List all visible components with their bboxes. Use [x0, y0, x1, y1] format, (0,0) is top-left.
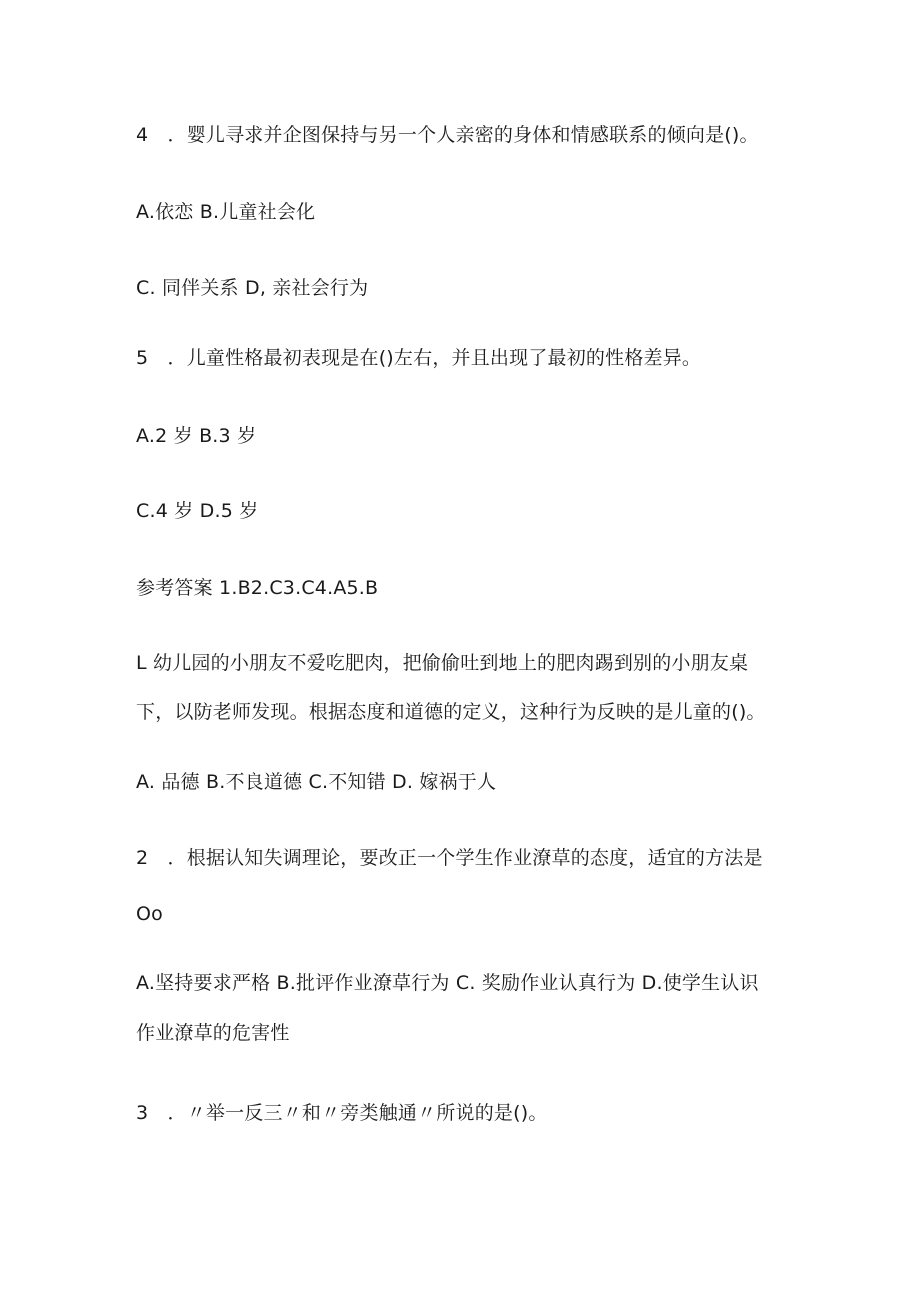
answer-key: 参考答案 1.B2.C3.C4.A5.B — [136, 577, 379, 599]
question-4-options-ab: A.依恋 B.儿童社会化 — [136, 201, 316, 223]
section2-question-1-stem-line1: L 幼儿园的小朋友不爱吃肥肉，把偷偷吐到地上的肥肉踢到别的小朋友桌 — [136, 652, 749, 674]
question-5-options-cd: C.4 岁 D.5 岁 — [136, 500, 259, 522]
section2-question-2-stem-end: Oo — [136, 903, 163, 925]
question-5-options-ab: A.2 岁 B.3 岁 — [136, 425, 257, 447]
question-4-stem: 4 ．婴儿寻求并企图保持与另一个人亲密的身体和情感联系的倾向是()。 — [136, 124, 759, 146]
section2-question-1-stem-line2: 下，以防老师发现。根据态度和道德的定义，这种行为反映的是儿童的()。 — [136, 701, 766, 723]
section2-question-2-options-line1: A.坚持要求严格 B.批评作业潦草行为 C. 奖励作业认真行为 D.使学生认识 — [136, 972, 759, 994]
section2-question-3-stem: 3 ．〃举一反三〃和〃旁类触通〃所说的是()。 — [136, 1102, 548, 1124]
section2-question-2-stem: 2 ．根据认知失调理论，要改正一个学生作业潦草的态度，适宜的方法是 — [136, 847, 763, 869]
section2-question-1-options: A. 品德 B.不良道德 C.不知错 D. 嫁祸于人 — [136, 771, 497, 793]
section2-question-2-options-line2: 作业潦草的危害性 — [136, 1022, 290, 1044]
question-4-options-cd: C. 同伴关系 D, 亲社会行为 — [136, 277, 369, 299]
question-5-stem: 5 ．儿童性格最初表现是在()左右，并且出现了最初的性格差异。 — [136, 347, 702, 369]
